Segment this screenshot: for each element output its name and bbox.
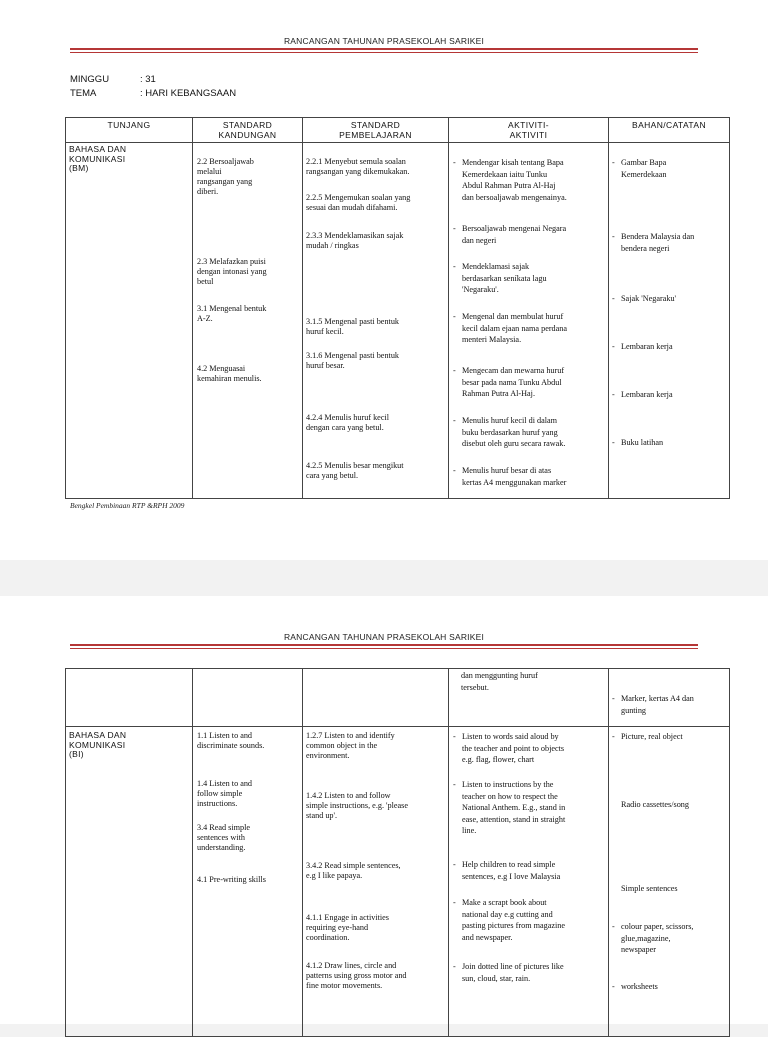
bahan-cell: [609, 727, 730, 1037]
plan-table-bi: [65, 668, 730, 1037]
col-header-pembelajaran: STANDARD PEMBELAJARAN: [303, 118, 449, 143]
page-header-title: RANCANGAN TAHUNAN PRASEKOLAH SARIKEI: [283, 36, 485, 46]
aktiviti-item: - Listen to instructions by the teacher on how to respect the National Anthem. E.g., stand in ease, attention, stand in straight line.: [453, 780, 566, 835]
pembelajaran-item: 1.2.7 Listen to and identify common object in the environment.: [306, 731, 395, 760]
footer-note: Bengkel Pembinaan RTP &RPH 2009: [70, 501, 185, 510]
bahan-item: - Lembaran kerja: [612, 390, 673, 399]
pembelajaran-item: 3.1.6 Mengenal pasti bentuk huruf besar.: [306, 351, 400, 370]
pembelajaran-item: 1.4.2 Listen to and follow simple instructions, e.g. 'please stand up'.: [306, 791, 408, 820]
kandungan-item: 2.3 Melafazkan puisi dengan intonasi yang betul: [197, 257, 267, 286]
tema-label: TEMA: [70, 88, 97, 99]
header-rule: [70, 48, 698, 50]
pembelajaran-item: 2.2.1 Menyebut semula soalan rangsangan yang dikemukakan.: [306, 157, 410, 176]
bahan-cont-cell: [609, 669, 730, 727]
aktiviti-item: - Menulis huruf kecil di dalam buku berdasarkan huruf yang disebut oleh guru secara rawak.: [453, 416, 566, 448]
bahan-item: - Buku latihan: [612, 438, 664, 447]
pembelajaran-item: 4.1.2 Draw lines, circle and patterns using gross motor and fine motor movements.: [306, 961, 407, 990]
kandungan-cell: [193, 143, 303, 499]
kandungan-item: 4.2 Menguasai kemahiran menulis.: [197, 364, 262, 383]
pembelajaran-item: 4.2.4 Menulis huruf kecil dengan cara yang betul.: [306, 413, 389, 432]
bahan-item: - Sajak 'Negaraku': [612, 294, 677, 303]
aktiviti-continuation: dan menggunting huruf tersebut.: [461, 671, 538, 692]
bahan-cell: [609, 143, 730, 499]
aktiviti-cell: [449, 727, 609, 1037]
pembelajaran-item: 4.1.1 Engage in activities requiring eye-hand coordination.: [306, 913, 389, 942]
bahan-item: - Gambar Bapa Kemerdekaan: [612, 158, 667, 179]
pembelajaran-cell: [303, 143, 449, 499]
aktiviti-item: - Join dotted line of pictures like sun, cloud, star, rain.: [453, 962, 564, 983]
col-header-aktiviti: AKTIVITI- AKTIVITI: [449, 118, 609, 143]
bahan-item: - Marker, kertas A4 dan gunting: [612, 694, 694, 715]
pembelajaran-item: 2.3.3 Mendeklamasikan sajak mudah / ringkas: [306, 231, 404, 250]
header-rule: [70, 644, 698, 646]
tema-value: : HARI KEBANGSAAN: [140, 88, 237, 99]
pembelajaran-cell: [303, 727, 449, 1037]
pembelajaran-item: 4.2.5 Menulis besar mengikut cara yang betul.: [306, 461, 404, 480]
pembelajaran-item: 3.4.2 Read simple sentences, e.g I like papaya.: [306, 861, 401, 880]
aktiviti-cell: [449, 143, 609, 499]
aktiviti-item: - Menulis huruf besar di atas kertas A4 menggunakan marker: [453, 466, 567, 487]
kandungan-item: 2.2 Bersoaljawab melalui rangsangan yang diberi.: [197, 157, 254, 196]
kandungan-item: 1.1 Listen to and discriminate sounds.: [197, 731, 265, 750]
tema-row: [70, 88, 236, 99]
aktiviti-item: - Help children to read simple sentences, e.g I love Malaysia: [453, 860, 561, 881]
kandungan-item: 1.4 Listen to and follow simple instructions.: [197, 779, 253, 808]
aktiviti-item: - Mendengar kisah tentang Bapa Kemerdekaan iaitu Tunku Abdul Rahman Putra Al-Haj dan bersoaljawab mengenainya.: [453, 158, 567, 202]
kandungan-item: 3.1 Mengenal bentuk A-Z.: [197, 304, 267, 323]
header-rule: [70, 52, 698, 53]
tunjang-cell: BAHASA DAN KOMUNIKASI (BI): [66, 727, 193, 1037]
col-header-bahan: BAHAN/CATATAN: [609, 118, 730, 143]
bahan-item: - Bendera Malaysia dan bendera negeri: [612, 232, 695, 253]
bahan-item: Simple sentences: [621, 884, 678, 893]
bahan-item: - colour paper, scissors, glue,magazine, newspaper: [612, 922, 694, 954]
col-header-tunjang: TUNJANG: [66, 118, 193, 143]
aktiviti-item: - Mengenal dan membulat huruf kecil dalam ejaan nama perdana menteri Malaysia.: [453, 312, 568, 344]
pembelajaran-item: 2.2.5 Mengemukan soalan yang sesuai dan mudah difahami.: [306, 193, 411, 212]
empty-cell: [193, 669, 303, 727]
bahan-item: - Picture, real object: [612, 732, 683, 741]
aktiviti-item: - Mendeklamasi sajak berdasarkan seníkata lagu 'Negaraku'.: [453, 262, 547, 294]
minggu-label: MINGGU: [70, 74, 110, 85]
bahan-item: Radio cassettes/song: [621, 800, 689, 809]
minggu-row: [70, 74, 156, 85]
empty-cell: [66, 669, 193, 727]
document-page-2: [0, 596, 768, 1024]
minggu-value: : 31: [140, 74, 156, 85]
bahan-item: - worksheets: [612, 982, 658, 991]
aktiviti-item: - Make a scrapt book about national day e.g cutting and pasting pictures from magazine and newspaper.: [453, 898, 565, 942]
page-header-title: RANCANGAN TAHUNAN PRASEKOLAH SARIKEI: [283, 632, 485, 642]
plan-table-bm: [65, 117, 730, 499]
bahan-item: - Lembaran kerja: [612, 342, 673, 351]
kandungan-item: 4.1 Pre-writing skills: [197, 875, 266, 884]
kandungan-cell: [193, 727, 303, 1037]
aktiviti-cont-cell: [449, 669, 609, 727]
empty-cell: [303, 669, 449, 727]
col-header-kandungan: STANDARD KANDUNGAN: [193, 118, 303, 143]
kandungan-item: 3.4 Read simple sentences with understanding.: [197, 823, 250, 852]
pembelajaran-item: 3.1.5 Mengenal pasti bentuk huruf kecil.: [306, 317, 400, 336]
aktiviti-item: - Mengecam dan mewarna huruf besar pada nama Tunku Abdul Rahman Putra Al-Haj.: [453, 366, 565, 398]
aktiviti-item: - Listen to words said aloud by the teacher and point to objects e.g. flag, flower, chart: [453, 732, 565, 764]
tunjang-cell: BAHASA DAN KOMUNIKASI (BM): [66, 143, 193, 499]
header-rule: [70, 648, 698, 649]
aktiviti-item: - Bersoaljawab mengenai Negara dan negeri: [453, 224, 567, 245]
